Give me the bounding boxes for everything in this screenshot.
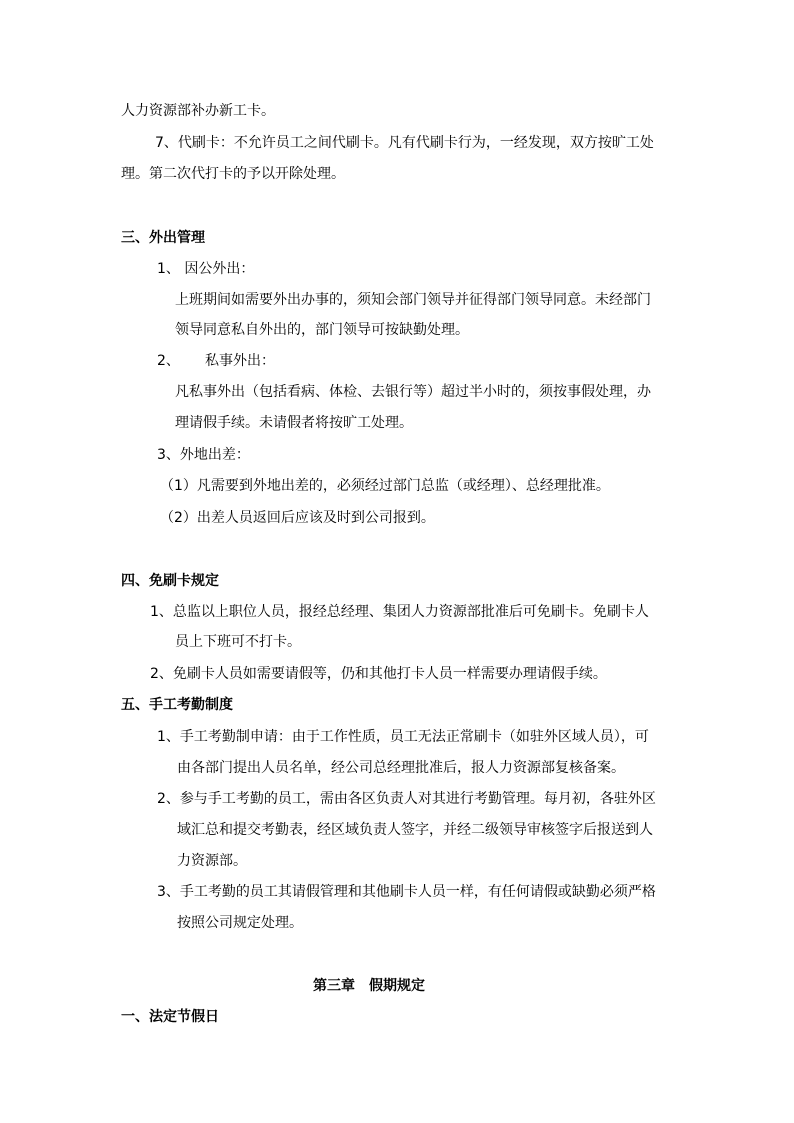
section-5-item-2-line-2: 域汇总和提交考勤表，经区域负责人签字，并经二级领导审核签字后报送到人 — [177, 822, 653, 838]
section-3-item-2-line-1: 凡私事外出（包括看病、体检、去银行等）超过半小时的，须按事假处理，办 — [175, 384, 651, 400]
section-3-item-1-label: 1、 因公外出： — [157, 261, 255, 277]
section-5-item-1-line-1: 1、手工考勤制申请：由于工作性质，员工无法正常刷卡（如驻外区域人员），可 — [157, 729, 649, 745]
section-3-item-2-line-2: 理请假手续。未请假者将按旷工处理。 — [175, 415, 413, 431]
section-3-item-3-sub-1: （1）凡需要到外地出差的，必须经过部门总监（或经理）、总经理批准。 — [160, 478, 610, 494]
section-3-item-2-label: 私事外出： — [205, 353, 275, 369]
paragraph-line: 人力资源部补办新工卡。 — [121, 103, 275, 119]
section-5-item-1-line-2: 由各部门提出人员名单，经公司总经理批准后，报人力资源部复核备案。 — [177, 760, 625, 776]
section-4-item-1-line-1: 1、总监以上职位人员，报经总经理、集团人力资源部批准后可免刷卡。免刷卡人 — [150, 604, 649, 620]
section-3-heading: 三、外出管理 — [121, 230, 205, 246]
section-1-heading: 一、法定节假日 — [121, 1009, 219, 1025]
chapter-title: 第三章 假期规定 — [313, 978, 425, 994]
section-4-item-2-line-1: 2、免刷卡人员如需要请假等，仍和其他打卡人员一样需要办理请假手续。 — [150, 666, 607, 682]
section-3-item-1-line-2: 领导同意私自外出的，部门领导可按缺勤处理。 — [175, 322, 469, 338]
section-5-heading: 五、手工考勤制度 — [121, 697, 233, 713]
section-5-item-3-line-1: 3、手工考勤的员工其请假管理和其他刷卡人员一样，有任何请假或缺勤必须严格 — [157, 884, 656, 900]
section-5-item-2-line-1: 2、参与手工考勤的员工，需由各区负责人对其进行考勤管理。每月初，各驻外区 — [157, 791, 656, 807]
section-3-item-3-sub-2: （2）出差人员返回后应该及时到公司报到。 — [160, 510, 435, 526]
section-4-item-1-line-2: 员上下班可不打卡。 — [175, 634, 301, 650]
section-3-item-3-label: 3、外地出差： — [157, 447, 250, 463]
section-5-item-2-line-3: 力资源部。 — [177, 853, 247, 869]
section-3-item-2-number: 2、 — [157, 353, 180, 369]
section-4-heading: 四、免刷卡规定 — [121, 573, 219, 589]
section-5-item-3-line-2: 按照公司规定处理。 — [177, 915, 303, 931]
section-3-item-1-line-1: 上班期间如需要外出办事的，须知会部门领导并征得部门领导同意。未经部门 — [175, 292, 651, 308]
item-7-line-2: 理。第二次代打卡的予以开除处理。 — [121, 166, 345, 182]
item-7-line-1: 7、代刷卡：不允许员工之间代刷卡。凡有代刷卡行为，一经发现，双方按旷工处 — [155, 135, 654, 151]
